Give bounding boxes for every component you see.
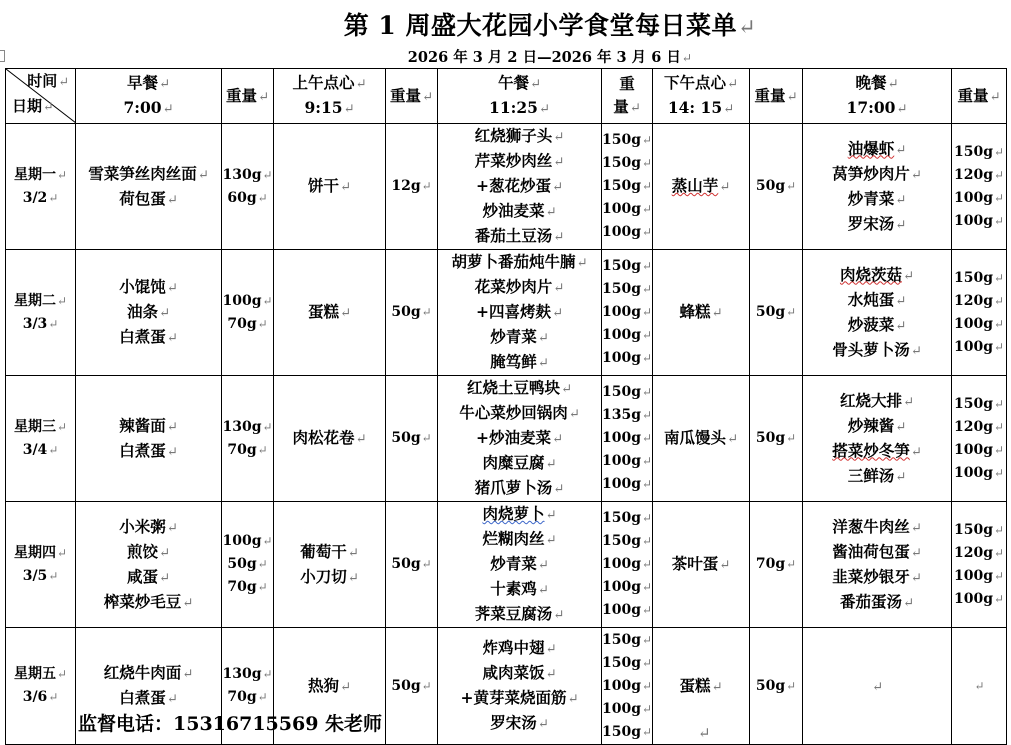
dish-name: 小馄饨 (119, 277, 166, 296)
dish-name: 肉松花卷 (292, 428, 355, 447)
dish-name: 小刀切 (300, 566, 347, 586)
dish-name: 炒青菜 (490, 554, 537, 573)
weight-value: 150g (602, 132, 642, 148)
dish-name: 热狗 (307, 675, 339, 695)
breakfast-cell: 红烧牛肉面↵ 白煮蛋↵ (76, 628, 222, 745)
dish-name: 芹菜炒肉丝 (474, 151, 553, 170)
weight-value: 150g (954, 269, 994, 286)
weight-value: 150g (954, 143, 994, 160)
weight-value: 100g (602, 201, 642, 217)
dish-name: 十素鸡 (490, 579, 537, 598)
weight-value: 150g (954, 395, 994, 412)
weight-value: 100g (954, 567, 994, 584)
weight-value: 100g (602, 453, 642, 469)
dinner-weight-cell: 150g↵ 120g↵ 100g↵ 100g↵ (952, 124, 1007, 250)
weight-value: 100g (602, 579, 642, 595)
day-row (6, 502, 1007, 628)
weight-value: 100g (602, 677, 642, 694)
weight-value: 100g (602, 304, 642, 320)
weight-value: 50g (755, 677, 786, 694)
afternoon-snack-cell: 蜂糕↵ (653, 250, 750, 376)
weight-value: 50g (391, 556, 421, 572)
dish-name: 罗宋汤 (490, 713, 537, 732)
dish-name: 炒辣酱 (847, 415, 895, 435)
weight-value: 70g (755, 556, 786, 572)
morning-snack-cell: 肉松花卷↵ (274, 376, 386, 502)
dish-name: 白煮蛋 (119, 327, 166, 346)
lunch-cell: 炸鸡中翅↵ 咸肉菜饭↵ +黄芽菜烧面筋↵ 罗宋汤↵ (438, 628, 602, 745)
dish-name: 葡萄干 (300, 541, 347, 561)
header-weight: 重量↵ (952, 69, 1007, 124)
dish-name: 油爆虾 (847, 138, 895, 158)
morning-snack-weight-cell: 50g↵ (386, 376, 438, 502)
header-breakfast: 早餐↵ 7:00↵ (76, 69, 222, 124)
lunch-weight-cell: 150g↵ 150g↵ 100g↵ 100g↵ 100g↵ (602, 502, 653, 628)
breakfast-weight-cell: 130g↵ 70g↵ (222, 628, 274, 745)
breakfast-weight-cell: 130g↵ 60g↵ (222, 124, 274, 250)
header-weight: 重量↵ (750, 69, 803, 124)
weight-value: 50g (391, 677, 421, 694)
weight-value: 100g (954, 441, 994, 458)
dish-name: 雪菜笋丝肉丝面 (88, 163, 197, 183)
day-row (6, 250, 1007, 376)
dish-name: 肉烧萝卜 (482, 504, 545, 523)
breakfast-cell: 雪菜笋丝肉丝面↵ 荷包蛋↵ (76, 124, 222, 250)
morning-snack-cell: 饼干↵ (274, 124, 386, 250)
weight-value: 150g (602, 631, 642, 648)
corner-date-label: 日期↵ (12, 97, 54, 115)
weight-value: 100g (954, 315, 994, 332)
dish-name: 炒油麦菜 (482, 201, 545, 220)
lunch-weight-cell: 150g↵ 150g↵ 100g↵ 100g↵ 150g↵ (602, 628, 653, 745)
breakfast-cell: 辣酱面↵ 白煮蛋↵ (76, 376, 222, 502)
weight-value: 70g (227, 315, 257, 332)
dish-name: 蛋糕 (307, 302, 339, 321)
weight-value: 100g (602, 476, 642, 492)
weight-value: 150g (602, 510, 642, 526)
header-morning-snack: 上午点心↵ 9:15↵ (274, 69, 386, 124)
lunch-cell: 红烧土豆鸭块↵ 牛心菜炒回锅肉↵ +炒油麦菜↵ 肉糜豆腐↵ 猪爪萝卜汤↵ (438, 376, 602, 502)
afternoon-snack-weight-cell: 50g↵ (750, 124, 803, 250)
morning-snack-cell: 葡萄干↵ 小刀切↵ (274, 502, 386, 628)
weight-value: 100g (602, 602, 642, 618)
dish-name: 炒菠菜 (847, 314, 895, 334)
afternoon-snack-cell: 茶叶蛋↵ (653, 502, 750, 628)
dish-name: 炸鸡中翅 (482, 638, 545, 657)
weight-value: 100g (602, 224, 642, 240)
weight-value: 150g (602, 155, 642, 171)
dinner-cell: 肉烧茨菇↵ 水炖蛋↵ 炒菠菜↵ 骨头萝卜汤↵ (803, 250, 952, 376)
dish-name: 莴笋炒肉片 (832, 163, 910, 183)
dish-name: 红烧狮子头 (474, 126, 553, 145)
dish-name: 花菜炒肉片 (474, 277, 553, 296)
dish-name: 炒青菜 (490, 327, 537, 346)
weight-value: 100g (602, 556, 642, 572)
dish-name: 番茄蛋汤 (839, 591, 902, 611)
afternoon-snack-weight-cell: 50g↵ (750, 376, 803, 502)
dinner-weight-cell: ↵ (952, 628, 1007, 745)
dish-name: 咸肉菜饭 (482, 663, 545, 682)
weight-value: 50g (755, 304, 786, 320)
day-cell: 星期二↵ 3/3↵ (6, 250, 76, 376)
weight-value: 100g (954, 464, 994, 481)
dish-name: 三鲜汤 (847, 465, 895, 485)
weight-value: 12g (391, 178, 421, 194)
breakfast-cell: 小馄饨↵ 油条↵ 白煮蛋↵ (76, 250, 222, 376)
dish-name: 肉糜豆腐 (482, 453, 545, 472)
corner-cell (6, 69, 76, 124)
afternoon-snack-cell: 南瓜馒头↵ (653, 376, 750, 502)
header-weight: 重量↵ (386, 69, 438, 124)
dish-name: 油条 (126, 302, 158, 321)
dish-name: 榨菜炒毛豆 (103, 591, 182, 611)
lunch-cell: 肉烧萝卜↵ 烂糊肉丝↵ 炒青菜↵ 十素鸡↵ 荠菜豆腐汤↵ (438, 502, 602, 628)
dish-name: 水炖蛋 (847, 289, 895, 309)
dish-name: 烂糊肉丝 (482, 529, 545, 548)
dish-name: 红烧土豆鸭块 (466, 378, 560, 397)
dish-name: 煎饺 (126, 541, 158, 561)
day-row (6, 124, 1007, 250)
morning-snack-weight-cell: 12g↵ (386, 124, 438, 250)
weight-value: 135g (602, 407, 642, 423)
dish-name: 洋葱牛肉丝 (832, 516, 910, 536)
dish-name: 骨头萝卜汤 (832, 339, 910, 359)
afternoon-snack-weight-cell: 50g↵ (750, 250, 803, 376)
afternoon-snack-cell: 蛋糕↵ (653, 628, 750, 745)
weight-value: 100g (954, 212, 994, 229)
menu-table (5, 68, 1007, 745)
header-row (6, 69, 1007, 124)
weight-value: 150g (602, 533, 642, 549)
dish-name: 茶叶蛋 (671, 554, 719, 573)
weight-value: 50g (227, 556, 257, 572)
weight-value: 70g (227, 441, 257, 458)
dish-name: 牛心菜炒回锅肉 (459, 403, 568, 422)
breakfast-weight-cell: 100g↵ 50g↵ 70g↵ (222, 502, 274, 628)
afternoon-snack-weight-cell: 50g↵ (750, 628, 803, 745)
dish-name: +四喜烤麸 (475, 302, 551, 321)
dish-name: 白煮蛋 (119, 688, 166, 707)
supervision-phone: 监督电话：15316715569 朱老师 (78, 713, 383, 735)
morning-snack-cell: 蛋糕↵ (274, 250, 386, 376)
dinner-cell: 洋葱牛肉丝↵ 酱油荷包蛋↵ 韭菜炒银牙↵ 番茄蛋汤↵ (803, 502, 952, 628)
lunch-weight-cell: 150g↵ 135g↵ 100g↵ 100g↵ 100g↵ (602, 376, 653, 502)
lunch-weight-cell: 150g↵ 150g↵ 150g↵ 100g↵ 100g↵ (602, 124, 653, 250)
weight-value: 150g (602, 654, 642, 671)
page-title: 第 1 周盛大花园小学食堂每日菜单↵ (343, 11, 757, 40)
dinner-weight-cell: 150g↵ 120g↵ 100g↵ 100g↵ (952, 376, 1007, 502)
weight-value: 70g (227, 579, 257, 595)
dinner-weight-cell: 150g↵ 120g↵ 100g↵ 100g↵ (952, 502, 1007, 628)
breakfast-weight-cell: 130g↵ 70g↵ (222, 376, 274, 502)
morning-snack-cell: 热狗↵ (274, 628, 386, 745)
corner-time-label: 时间↵ (27, 72, 69, 90)
weight-value: 130g (222, 166, 262, 183)
dish-name: +黄芽菜烧面筋 (460, 688, 567, 707)
dish-name: 饼干 (307, 176, 339, 195)
dinner-cell: 油爆虾↵ 莴笋炒肉片↵ 炒青菜↵ 罗宋汤↵ (803, 124, 952, 250)
day-cell: 星期一↵ 3/2↵ (6, 124, 76, 250)
date-range: 2026 年 3 月 2 日—2026 年 3 月 6 日↵ (407, 49, 693, 66)
weight-value: 150g (602, 384, 642, 400)
afternoon-snack-weight-cell: 70g↵ (750, 502, 803, 628)
day-cell: 星期四↵ 3/5↵ (6, 502, 76, 628)
dish-name: 辣酱面 (119, 415, 166, 435)
weight-value: 130g (222, 418, 262, 435)
dish-name: +葱花炒蛋 (475, 176, 551, 195)
dish-name: 肉烧茨菇 (839, 264, 902, 284)
weight-value: 100g (602, 327, 642, 343)
lunch-cell: 胡萝卜番茄炖牛腩↵ 花菜炒肉片↵ +四喜烤麸↵ 炒青菜↵ 腌笃鲜↵ (438, 250, 602, 376)
weight-value: 100g (954, 189, 994, 206)
header-weight: 重 量↵ (602, 69, 653, 124)
dish-name: 小米粥 (119, 516, 166, 536)
dish-name: +炒油麦菜 (475, 428, 551, 447)
weight-value: 150g (602, 258, 642, 274)
weight-value: 100g (954, 338, 994, 355)
weight-value: 150g (602, 281, 642, 297)
dish-name: 猪爪萝卜汤 (474, 478, 553, 497)
dish-name: 咸蛋 (126, 566, 158, 586)
morning-snack-weight-cell: 50g↵ (386, 250, 438, 376)
weight-value: 100g (222, 292, 262, 309)
dish-name: 腌笃鲜 (490, 352, 537, 371)
dish-name: 荠菜豆腐汤 (474, 604, 553, 623)
dish-name: 胡萝卜番茄炖牛腩 (451, 252, 576, 271)
table-anchor-mark (0, 50, 5, 62)
dish-name: 酱油荷包蛋 (832, 541, 910, 561)
weight-value: 50g (391, 430, 421, 446)
weight-value: 100g (954, 590, 994, 607)
dish-name: 番茄土豆汤 (474, 226, 553, 245)
dinner-cell: ↵ (803, 628, 952, 745)
afternoon-snack-cell: 蒸山芋↵ (653, 124, 750, 250)
weight-value: 100g (222, 533, 262, 549)
dish-name: 白煮蛋 (119, 440, 166, 460)
dish-name: 蜂糕 (679, 302, 711, 321)
dinner-cell: 红烧大排↵ 炒辣酱↵ 搭菜炒冬笋↵ 三鲜汤↵ (803, 376, 952, 502)
breakfast-weight-cell: 100g↵ 70g↵ (222, 250, 274, 376)
dish-name: 搭菜炒冬笋 (832, 440, 910, 460)
weight-value: 120g (954, 418, 994, 435)
weight-value: 50g (755, 430, 786, 446)
weight-value: 100g (602, 430, 642, 446)
weight-value: 150g (602, 723, 642, 740)
lunch-weight-cell: 150g↵ 150g↵ 100g↵ 100g↵ 100g↵ (602, 250, 653, 376)
day-row (6, 376, 1007, 502)
day-cell: 星期三↵ 3/4↵ (6, 376, 76, 502)
dish-name: 荷包蛋 (119, 188, 166, 208)
header-dinner: 晚餐↵ 17:00↵ (803, 69, 952, 124)
morning-snack-weight-cell: 50g↵ (386, 628, 438, 745)
dish-name: 红烧大排 (839, 390, 902, 410)
weight-value: 100g (602, 350, 642, 366)
dish-name: 蛋糕 (679, 675, 711, 695)
header-afternoon-snack: 下午点心↵ 14: 15↵ (653, 69, 750, 124)
dish-name: 南瓜馒头 (663, 428, 726, 447)
header-lunch: 午餐↵ 11:25↵ (438, 69, 602, 124)
weight-value: 120g (954, 166, 994, 183)
day-cell: 星期五↵ 3/6↵ (6, 628, 76, 745)
breakfast-cell: 小米粥↵ 煎饺↵ 咸蛋↵ 榨菜炒毛豆↵ (76, 502, 222, 628)
weight-value: 50g (755, 178, 786, 194)
weight-value: 150g (602, 178, 642, 194)
weight-value: 150g (954, 521, 994, 538)
dish-name: 蒸山芋 (671, 176, 719, 195)
dish-name: 炒青菜 (847, 188, 895, 208)
header-weight: 重量↵ (222, 69, 274, 124)
weight-value: 120g (954, 544, 994, 561)
weight-value: 70g (227, 689, 257, 705)
morning-snack-weight-cell: 50g↵ (386, 502, 438, 628)
dish-name: 红烧牛肉面 (103, 663, 182, 682)
weight-value: 50g (391, 304, 421, 320)
lunch-cell: 红烧狮子头↵ 芹菜炒肉丝↵ +葱花炒蛋↵ 炒油麦菜↵ 番茄土豆汤↵ (438, 124, 602, 250)
weight-value: 120g (954, 292, 994, 309)
dish-name: 罗宋汤 (847, 213, 895, 233)
dinner-weight-cell: 150g↵ 120g↵ 100g↵ 100g↵ (952, 250, 1007, 376)
end-paragraph-mark: ↵ (698, 724, 711, 742)
weight-value: 100g (602, 700, 642, 717)
weight-value: 130g (222, 666, 262, 682)
dish-name: 韭菜炒银牙 (832, 566, 910, 586)
weight-value: 60g (227, 189, 257, 206)
